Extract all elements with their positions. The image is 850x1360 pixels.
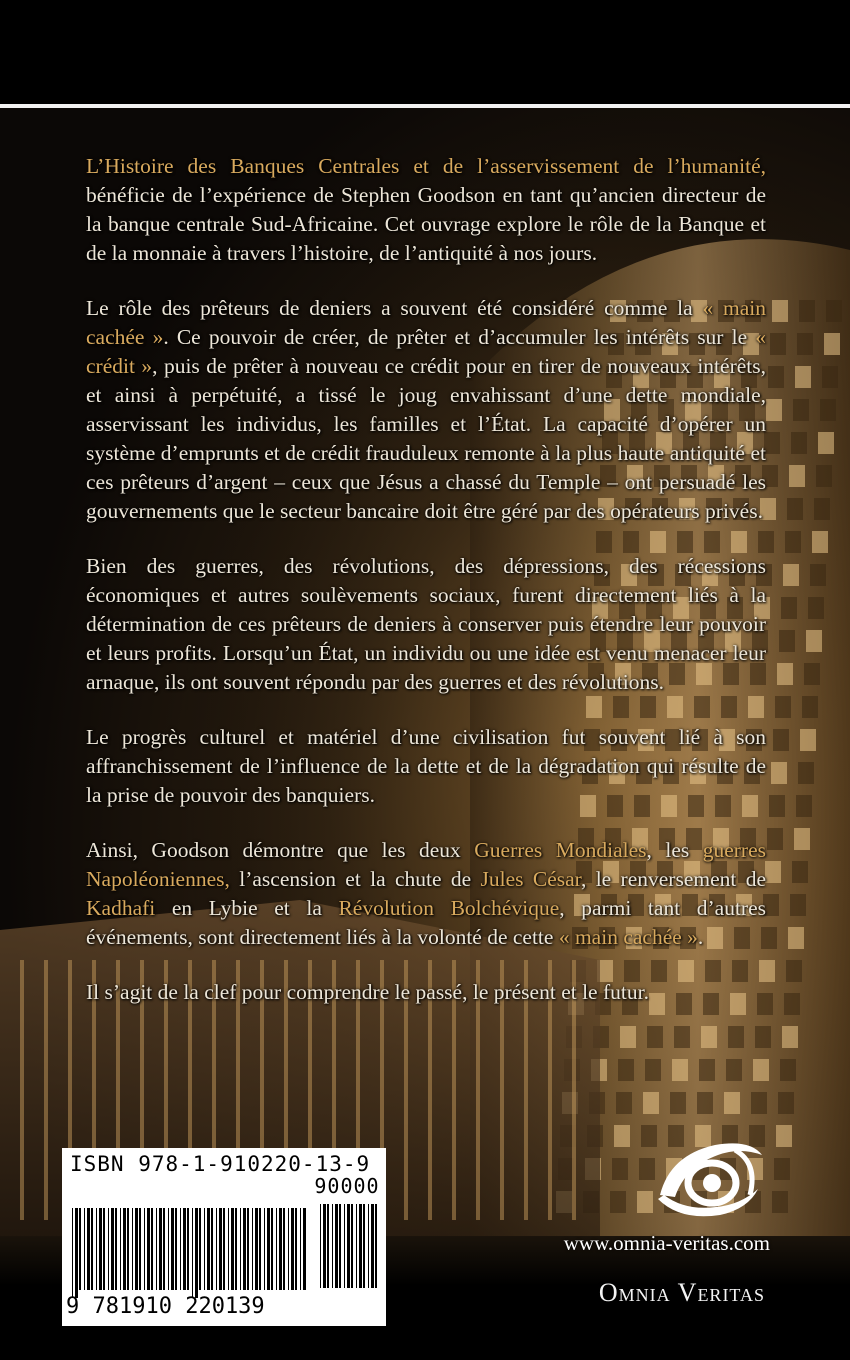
tower-window: [790, 894, 806, 916]
barcode-bar: [335, 1204, 338, 1288]
tower-window: [776, 1125, 792, 1147]
paragraph-goodson: Ainsi, Goodson démontre que les deux Guerres Mondiales, les guerres Napoléoniennes, l’ascension et la chute de Jules César, le renversement de Kadhafi en Lybie et la Révolution Bolchévique, parmi tant d’autres événements, sont directement liés à la volonté de cette « main cachée ».: [86, 838, 766, 949]
top-divider-line: [0, 104, 850, 108]
barcode-bar: [211, 1208, 213, 1290]
highlight-guerres-mondiales: Guerres Mondiales: [474, 838, 647, 862]
tower-window: [798, 762, 814, 784]
tower-window: [780, 1059, 796, 1081]
base-column: [20, 960, 24, 1220]
tower-window: [612, 1158, 628, 1180]
tower-window: [806, 630, 822, 652]
barcode-bar: [187, 1208, 189, 1290]
tower-window: [777, 663, 793, 685]
highlight-main-cachee: « main cachée »: [86, 296, 766, 349]
tower-window: [672, 1059, 688, 1081]
tower-window: [670, 1092, 686, 1114]
barcode-bar: [276, 1208, 277, 1290]
barcode-bar: [183, 1208, 186, 1290]
barcode-bar: [115, 1208, 117, 1290]
tower-window: [614, 1125, 630, 1147]
barcode-bar: [79, 1208, 81, 1290]
tower-window: [797, 333, 813, 355]
tower-window: [799, 300, 815, 322]
barcode-bar: [223, 1208, 225, 1290]
tower-window: [767, 828, 783, 850]
barcode-bar: [99, 1208, 102, 1290]
tower-window: [768, 366, 784, 388]
tower-window: [791, 432, 807, 454]
barcode-bar: [300, 1208, 301, 1290]
paragraph-progress: Le progrès culturel et matériel d’une civilisation fut souvent lié à son affranchissement de l’influence de la dette et de la dégradation qui résulte de la prise de pouvoir des banquiers.: [86, 725, 766, 807]
barcode-bar: [123, 1208, 126, 1290]
barcode-bar: [180, 1208, 181, 1290]
tower-window: [816, 465, 832, 487]
highlight-guerres-napoleoniennes: guerres Napoléoniennes,: [86, 838, 766, 891]
barcode-bar: [327, 1204, 329, 1288]
barcode-bar: [323, 1204, 326, 1288]
barcode-bar: [108, 1208, 109, 1290]
publisher-brand-logo: Omnia Veritas: [598, 1278, 765, 1307]
tower-window: [778, 1092, 794, 1114]
tower-window: [795, 366, 811, 388]
addon-bars: [320, 1204, 380, 1296]
tower-window: [771, 762, 787, 784]
tower-window: [794, 828, 810, 850]
barcode-bar: [347, 1204, 350, 1288]
tower-window: [824, 333, 840, 355]
barcode-bar: [91, 1208, 93, 1290]
barcode-bar: [75, 1208, 78, 1298]
barcode-bar: [159, 1208, 162, 1290]
tower-window: [753, 1059, 769, 1081]
barcode-bar: [204, 1208, 205, 1290]
price-addon-digits: 90000: [314, 1174, 380, 1198]
barcode-bar: [283, 1208, 285, 1290]
tower-window: [785, 531, 801, 553]
tower-window: [610, 1191, 626, 1213]
barcode-bar: [252, 1208, 253, 1290]
barcode-bar: [288, 1208, 289, 1290]
barcode-bar: [192, 1208, 193, 1298]
tower-window: [822, 366, 838, 388]
paragraph-conclusion: Il s’agit de la clef pour comprendre le passé, le présent et le futur.: [86, 980, 649, 1004]
barcode-bar: [235, 1208, 237, 1290]
tower-window: [779, 630, 795, 652]
barcode-bar: [139, 1208, 141, 1290]
tower-window: [774, 1158, 790, 1180]
barcode-bar: [163, 1208, 165, 1290]
barcode-bar: [168, 1208, 169, 1290]
tower-window: [765, 861, 781, 883]
isbn-number: ISBN 978-1-910220-13-9: [70, 1152, 371, 1176]
tower-window: [788, 927, 804, 949]
highlight-credit: « crédit »: [86, 325, 766, 378]
top-black-band: [0, 0, 850, 104]
tower-window: [772, 1191, 788, 1213]
tower-window: [800, 729, 816, 751]
tower-window: [787, 498, 803, 520]
barcode-bar: [72, 1208, 73, 1298]
barcode-bar: [216, 1208, 217, 1290]
tower-window: [792, 861, 808, 883]
barcode-bar: [156, 1208, 157, 1290]
paragraph-wars: Bien des guerres, des révolutions, des dépressions, des récessions économiques et autres soulèvements sociaux, furent directement liés à la détermination de ces prêteurs de deniers à conserver puis étendre leur pouvoir et leurs profits. Lorsqu’un État, un individu ou une idée est venu menacer leur arnaque, ils ont souvent répondu par des guerres et des révolutions.: [86, 554, 766, 694]
barcode-bar: [371, 1204, 374, 1288]
tower-window: [789, 465, 805, 487]
barcode-bar: [132, 1208, 133, 1290]
tower-window: [645, 1059, 661, 1081]
tower-window: [782, 1026, 798, 1048]
tower-window: [616, 1092, 632, 1114]
tower-window: [643, 1092, 659, 1114]
paragraph-intro: L’Histoire des Banques Centrales et de l’asservissement de l’humanité, bénéficie de l’expérience de Stephen Goodson en tant qu’ancien directeur de la banque centrale Sud-Africaine. Cet ouvrage explore le rôle de la Banque et de la monnaie à travers l’histoire, de l’antiquité à nos jours.: [86, 154, 766, 265]
tower-window: [769, 795, 785, 817]
barcode-bar: [243, 1208, 246, 1290]
barcode-bar: [332, 1204, 333, 1288]
tower-window: [697, 1092, 713, 1114]
barcode-bar: [135, 1208, 138, 1290]
barcode-bar: [240, 1208, 241, 1290]
tower-window: [726, 1059, 742, 1081]
base-column: [44, 960, 48, 1220]
barcode-bar: [199, 1208, 201, 1290]
tower-window: [812, 531, 828, 553]
barcode-bar: [291, 1208, 294, 1290]
tower-window: [810, 564, 826, 586]
tower-window: [804, 663, 820, 685]
barcode-bar: [111, 1208, 114, 1290]
tower-window: [781, 597, 797, 619]
tower-window: [770, 333, 786, 355]
barcode-bar: [351, 1204, 353, 1288]
tower-window: [818, 432, 834, 454]
barcode-bar: [231, 1208, 234, 1290]
tower-window: [793, 399, 809, 421]
tower-window: [766, 399, 782, 421]
barcode-bar: [279, 1208, 282, 1290]
barcode-bar: [247, 1208, 249, 1290]
barcode-bar: [267, 1208, 270, 1290]
barcode-bar: [375, 1204, 377, 1288]
tower-window: [772, 300, 788, 322]
highlight-main-cachee-2: « main cachée »: [558, 925, 698, 949]
barcode-bar: [84, 1208, 85, 1290]
barcode-bar: [228, 1208, 229, 1290]
tower-window: [826, 300, 842, 322]
book-title-highlight: L’Histoire des Banques Centrales et de l’asservissement de l’humanité,: [86, 154, 766, 178]
highlight-jules-cesar: Jules César: [480, 867, 581, 891]
barcode-bar: [127, 1208, 129, 1290]
barcode-bar: [171, 1208, 174, 1290]
barcode-bar: [259, 1208, 261, 1290]
highlight-kadhafi: Kadhafi: [86, 896, 156, 920]
tower-window: [808, 597, 824, 619]
tower-window: [773, 729, 789, 751]
tower-window: [820, 399, 836, 421]
barcode-bar: [255, 1208, 258, 1290]
ean-digits: 9 781910 220139: [66, 1294, 265, 1319]
tower-window: [814, 498, 830, 520]
barcode-bar: [295, 1208, 297, 1290]
barcode-bar: [368, 1204, 369, 1288]
publisher-website: www.omnia-veritas.com: [563, 1231, 770, 1255]
back-cover-text: [86, 152, 766, 1033]
tower-window: [784, 993, 800, 1015]
eye-logo-icon: [640, 1125, 770, 1235]
isbn-barcode: [62, 1148, 386, 1326]
ean-bars: [72, 1208, 307, 1298]
barcode-bar: [151, 1208, 153, 1290]
barcode-bar: [144, 1208, 145, 1290]
barcode-bar: [359, 1204, 362, 1288]
tower-window: [764, 432, 780, 454]
tower-window: [699, 1059, 715, 1081]
barcode-bar: [271, 1208, 273, 1290]
barcode-bar: [344, 1204, 345, 1288]
barcode-bar: [147, 1208, 150, 1290]
barcode-bar: [207, 1208, 210, 1290]
barcode-bar: [87, 1208, 90, 1290]
tower-window: [618, 1059, 634, 1081]
barcode-bar: [103, 1208, 105, 1290]
tower-window: [786, 960, 802, 982]
tower-window: [775, 696, 791, 718]
barcode-bar: [339, 1204, 341, 1288]
tower-window: [783, 564, 799, 586]
tower-window: [802, 696, 818, 718]
barcode-bar: [195, 1208, 198, 1298]
barcode-bar: [120, 1208, 121, 1290]
barcode-bar: [303, 1208, 306, 1290]
barcode-bar: [320, 1204, 321, 1288]
barcode-bar: [175, 1208, 177, 1290]
barcode-bar: [219, 1208, 222, 1290]
tower-window: [724, 1092, 740, 1114]
barcode-bar: [363, 1204, 365, 1288]
tower-window: [796, 795, 812, 817]
barcode-bar: [96, 1208, 97, 1290]
highlight-revolution-bolchevique: Révolution Bolchévique: [338, 896, 560, 920]
tower-window: [751, 1092, 767, 1114]
paragraph-money-lenders: Le rôle des prêteurs de deniers a souvent été considéré comme la « main cachée ». Ce pouvoir de créer, de prêter et d’accumuler les intérêts sur le « crédit », puis de prêter à nouveau ce crédit pour en tirer de nouveaux intérêts, et ainsi à perpétuité, a tissé le joug envahissant d’une dette mondiale, asservissant les individus, les familles et l’État. La capacité d’opérer un système d’emprunts et de crédit frauduleux remonte à la plus haute antiquité et ces prêteurs d’argent – ceux que Jésus a chassé du Temple – ont persuadé les gouvernements que le secteur bancaire doit être géré par des opérateurs privés.: [86, 296, 766, 523]
barcode-bar: [264, 1208, 265, 1290]
barcode-bar: [356, 1204, 357, 1288]
